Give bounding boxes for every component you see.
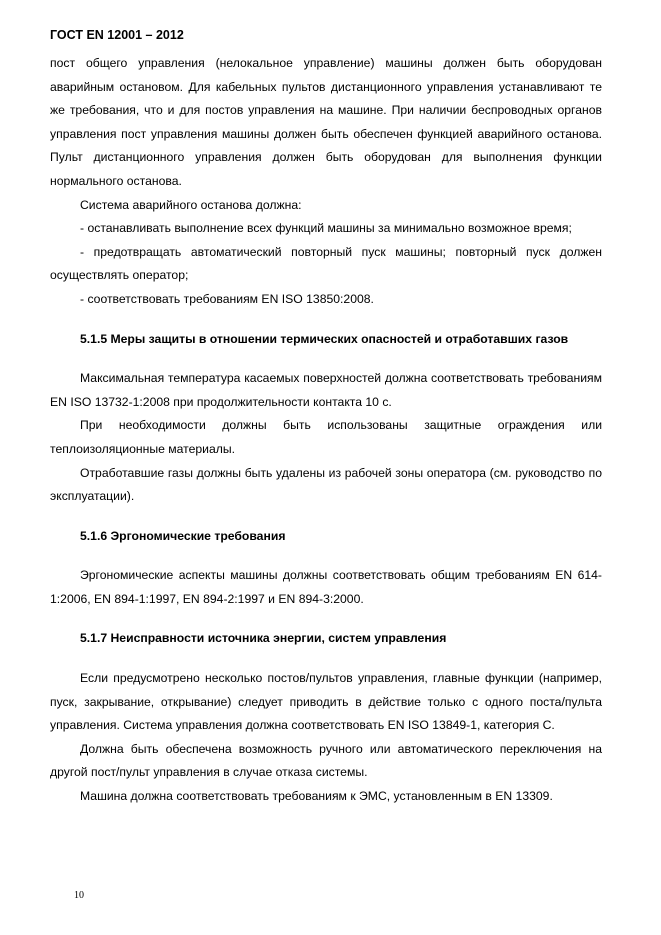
list-item: - соответствовать требованиям EN ISO 13850:2008.	[80, 291, 374, 306]
paragraph: пост общего управления (нелокальное управление) машины должен быть оборудован аварийным остановом. Для кабельных пультов дистанционного управления устанавливают те же требования, что и для постов управления на машине. При наличии беспроводных органов управления пост управления машины должен быть обеспечен функцией аварийного останова. Пульт дистанционного управления должен быть оборудован для выполнения функции нормального останова.	[50, 56, 602, 188]
paragraph: Машина должна соответствовать требованиям к ЭМС, установленным в EN 13309.	[80, 789, 553, 804]
document-body	[50, 52, 602, 809]
list-item: - предотвращать автоматический повторный пуск машины; повторный пуск должен осуществлять оператор;	[50, 244, 602, 283]
paragraph: Система аварийного останова должна:	[80, 197, 302, 212]
paragraph: Эргономические аспекты машины должны соответствовать общим требованиям EN 614-1:2006, EN 894-1:1997, EN 894-2:1997 и EN 894-3:2000.	[50, 568, 602, 606]
section-heading-5-1-7: 5.1.7 Неисправности источника энергии, систем управления	[80, 631, 447, 646]
paragraph: При необходимости должны быть использованы защитные ограждения или теплоизоляционные материалы.	[50, 418, 602, 456]
paragraph: Должна быть обеспечена возможность ручного или автоматического переключения на другой пост/пульт управления в случае отказа системы.	[50, 741, 602, 780]
list-item: - останавливать выполнение всех функций машины за минимально возможное время;	[80, 221, 572, 236]
paragraph: Отработавшие газы должны быть удалены из рабочей зоны оператора (см. руководство по эксплуатации).	[50, 465, 602, 504]
document-header: ГОСТ EN 12001 – 2012	[50, 28, 184, 42]
section-heading-5-1-6: 5.1.6 Эргономические требования	[80, 528, 286, 543]
paragraph: Максимальная температура касаемых поверхностей должна соответствовать требованиям EN ISO 13732-1:2008 при продолжительности контакта 10 с.	[50, 371, 602, 409]
page-number: 10	[74, 890, 84, 901]
section-heading-5-1-5: 5.1.5 Меры защиты в отношении термических опасностей и отработавших газов	[80, 331, 569, 346]
paragraph: Если предусмотрено несколько постов/пультов управления, главные функции (например, пуск, закрывание, открывание) следует приводить в действие только с одного поста/пульта управления. Система управления должна соответствовать EN ISO 13849-1, категория С.	[50, 671, 602, 733]
